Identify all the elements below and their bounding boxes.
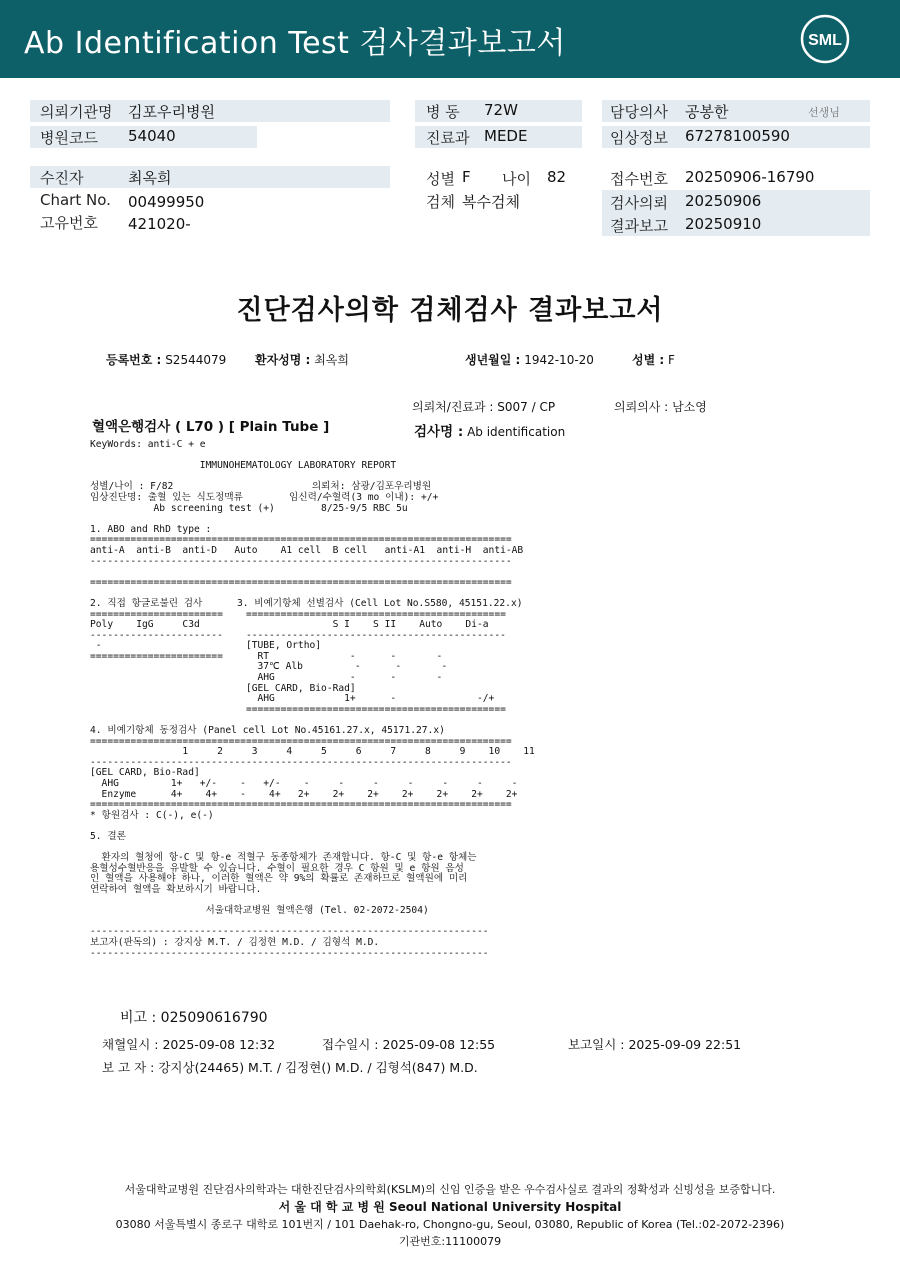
test-label: 검사명 :	[414, 424, 464, 440]
dob-value: 1942-10-20	[524, 353, 594, 367]
birth-date	[465, 351, 594, 368]
report-line: Ab screening test (+) 8/25-9/5 RBC 5u	[90, 502, 408, 514]
report-line: anti-A anti-B anti-D Auto A1 cell B cell anti-A1 anti-H anti-AB	[90, 544, 524, 556]
reg-label: 등록번호 :	[106, 353, 162, 367]
result-label: 결과보고	[610, 217, 668, 235]
report-line: ---------------------------------------------------------------------	[90, 926, 489, 938]
chart-label: Chart No.	[40, 191, 111, 209]
uid-value: 421020-	[128, 215, 191, 233]
report-line: 성별/나이 : F/82 의뢰처: 삼광/김포우리병원	[90, 481, 432, 493]
code-value: 54040	[128, 127, 176, 145]
collect-value: 2025-09-08 12:32	[162, 1037, 276, 1052]
recv-value: 2025-09-08 12:55	[382, 1037, 496, 1052]
report-line: Poly IgG C3d S I S II Auto Di-a	[90, 619, 489, 631]
dept-label: 진료과	[426, 129, 470, 147]
footer-institution-code: 기관번호:11100079	[398, 1235, 502, 1248]
result-value: 20250910	[685, 215, 762, 233]
report-line: ---------------------------------------------------------------------	[90, 947, 489, 959]
patient-box	[30, 166, 390, 188]
report-line: 연락하여 혈액을 확보하시기 바랍니다.	[90, 883, 262, 895]
report-line: =========================================================================	[90, 534, 512, 546]
age-value: 82	[547, 168, 567, 186]
report-line: 1. ABO and RhD type :	[90, 523, 212, 535]
dob-label: 생년월일 :	[465, 353, 521, 367]
report-line: 37℃ Alb - - -	[90, 661, 448, 673]
report-line: -------------------------------------------------------------------------	[90, 756, 512, 768]
report-line: KeyWords: anti-C + e	[90, 439, 206, 450]
doctor-suffix: 선생님	[808, 106, 840, 119]
receipt-label: 접수번호	[610, 170, 668, 188]
report-line: [GEL CARD, Bio-Rad]	[90, 767, 200, 779]
report-line: =============================================	[90, 703, 506, 715]
specimen-label: 검체	[426, 193, 455, 211]
report-line: AHG 1+ - -/+	[90, 693, 495, 705]
ref-doctor-label: 의뢰의사 :	[614, 400, 669, 414]
header-bar	[0, 0, 900, 78]
dept-value: MEDE	[484, 127, 528, 145]
specimen-value: 복수검체	[462, 193, 520, 211]
report-line: =========================================================================	[90, 576, 512, 588]
ref-doctor	[614, 398, 707, 415]
request-label: 검사의뢰	[610, 194, 668, 212]
report-line: * 항원검사 : C(-), e(-)	[90, 809, 214, 821]
report-line: 서울대학교병원 혈액은행 (Tel. 02-2072-2504)	[90, 905, 429, 917]
reporter-label: 보 고 자 :	[102, 1060, 155, 1075]
name-value: 최옥희	[314, 353, 349, 367]
report-line: 인 혈액을 사용해야 하나, 이러한 혈액은 약 9%의 확률로 존재하므로 혈액원에 미리	[90, 873, 468, 885]
sml-logo-icon	[800, 14, 850, 64]
footer-hospital-name: 서 울 대 학 교 병 원 Seoul National University Hospital	[278, 1200, 622, 1214]
report-line: 5. 결론	[90, 830, 126, 842]
doctor-value: 공봉한	[685, 103, 729, 121]
lab-report-body	[90, 440, 535, 959]
svg-text:SML: SML	[808, 32, 842, 49]
ward-label: 병 동	[426, 103, 460, 121]
ref-doctor-value: 남소영	[672, 400, 707, 414]
referral	[412, 398, 555, 415]
report-line: 임상진단명: 출혈 있는 식도정맥류 임신력/수혈력(3 mo 이내): +/+	[90, 491, 439, 503]
name-label: 환자성명 :	[255, 353, 311, 367]
report-line: AHG - - -	[90, 672, 443, 684]
request-value: 20250906	[685, 192, 762, 210]
patient-label: 수진자	[40, 169, 84, 187]
hospital-value: 김포우리병원	[128, 103, 215, 121]
report-sex-label: 성별 :	[632, 353, 665, 367]
report-time	[568, 1035, 741, 1053]
report-line: [GEL CARD, Bio-Rad]	[90, 682, 356, 694]
report-title: 진단검사의학 검체검사 결과보고서	[236, 295, 664, 326]
referral-label: 의뢰처/진료과 :	[412, 400, 494, 414]
report-line: Enzyme 4+ 4+ - 4+ 2+ 2+ 2+ 2+ 2+ 2+ 2+	[90, 788, 518, 800]
note-value: 025090616790	[160, 1010, 268, 1026]
footer-certification: 서울대학교병원 진단검사의학과는 대한진단검사의학회(KSLM)의 신임 인증을 받은 우수검사실로 결과의 정확성과 신빙성을 보증합니다.	[124, 1183, 776, 1196]
test-name	[414, 420, 565, 440]
report-line: ----------------------- ---------------------------------------------	[90, 629, 506, 641]
receive-time	[322, 1035, 495, 1053]
report-line: 2. 직접 항글로불린 검사 3. 비예기항체 선별검사 (Cell Lot No.S580, 45151.22.x)	[90, 597, 523, 609]
report-time-value: 2025-09-09 22:51	[628, 1037, 742, 1052]
sex-value: F	[462, 168, 471, 186]
report-line: - [TUBE, Ortho]	[90, 640, 322, 652]
collect-time	[102, 1035, 275, 1053]
report-line: AHG 1+ +/- - +/- - - - - - - -	[90, 778, 518, 789]
report-line: ======================= =============================================	[90, 608, 506, 620]
report-line: 4. 비예기항체 동정검사 (Panel cell Lot No.45161.27.x, 45171.27.x)	[90, 725, 445, 737]
report-line: -------------------------------------------------------------------------	[90, 555, 512, 567]
reporter	[102, 1058, 478, 1076]
clinical-value: 67278100590	[685, 127, 790, 145]
hospital-label: 의뢰기관명	[40, 103, 113, 121]
report-line	[90, 821, 535, 832]
note	[120, 1007, 268, 1027]
receipt-value: 20250906-16790	[685, 168, 815, 186]
reg-value: S2544079	[165, 353, 227, 367]
chart-value: 00499950	[128, 193, 205, 211]
report-line: 용혈성수혈반응을 유발할 수 있습니다. 수혈이 필요한 경우 C 항원 및 e 항원 음성	[90, 862, 464, 874]
report-line: IMMUNOHEMATOLOGY LABORATORY REPORT	[90, 460, 397, 472]
document-title: Ab Identification Test 검사결과보고서	[24, 26, 566, 61]
referral-value: S007 / CP	[497, 400, 556, 414]
test-value: Ab identification	[467, 425, 566, 439]
collect-label: 채혈일시 :	[102, 1037, 159, 1052]
report-sex-value: F	[668, 353, 675, 367]
report-line: 보고자(판독의) : 강지상 M.T. / 김정현 M.D. / 김형석 M.D.	[90, 936, 380, 948]
clinical-label: 임상정보	[610, 129, 668, 147]
age-label: 나이	[502, 170, 531, 188]
uid-label: 고유번호	[40, 214, 98, 232]
test-group: 혈액은행검사 ( L70 ) [ Plain Tube ]	[92, 419, 330, 435]
code-label: 병원코드	[40, 129, 98, 147]
recv-label: 접수일시 :	[322, 1037, 379, 1052]
sex-label: 성별	[426, 170, 455, 188]
reg-number	[106, 351, 226, 368]
ward-value: 72W	[484, 101, 518, 119]
report-time-label: 보고일시 :	[568, 1037, 625, 1052]
report-line: 1 2 3 4 5 6 7 8 9 10 11	[90, 746, 535, 758]
report-sex	[632, 351, 675, 368]
footer-address: 03080 서울특별시 종로구 대학로 101번지 / 101 Daehak-ro, Chongno-gu, Seoul, 03080, Republic of Korea (Tel.:02-2072-2396)	[115, 1218, 785, 1231]
patient-name	[255, 351, 349, 368]
report-line: =========================================================================	[90, 735, 512, 747]
report-line: 환자의 혈청에 항-C 및 항-e 적혈구 동종항체가 존재합니다. 항-C 및 항-e 항체는	[90, 852, 477, 864]
report-line: =========================================================================	[90, 799, 512, 811]
patient-value: 최옥희	[128, 169, 172, 187]
reporter-value: 강지상(24465) M.T. / 김정현() M.D. / 김형석(847) M.D.	[158, 1060, 478, 1075]
report-line: ======================= RT - - -	[90, 650, 443, 662]
doctor-label: 담당의사	[610, 103, 668, 121]
note-label: 비고 :	[120, 1010, 157, 1026]
